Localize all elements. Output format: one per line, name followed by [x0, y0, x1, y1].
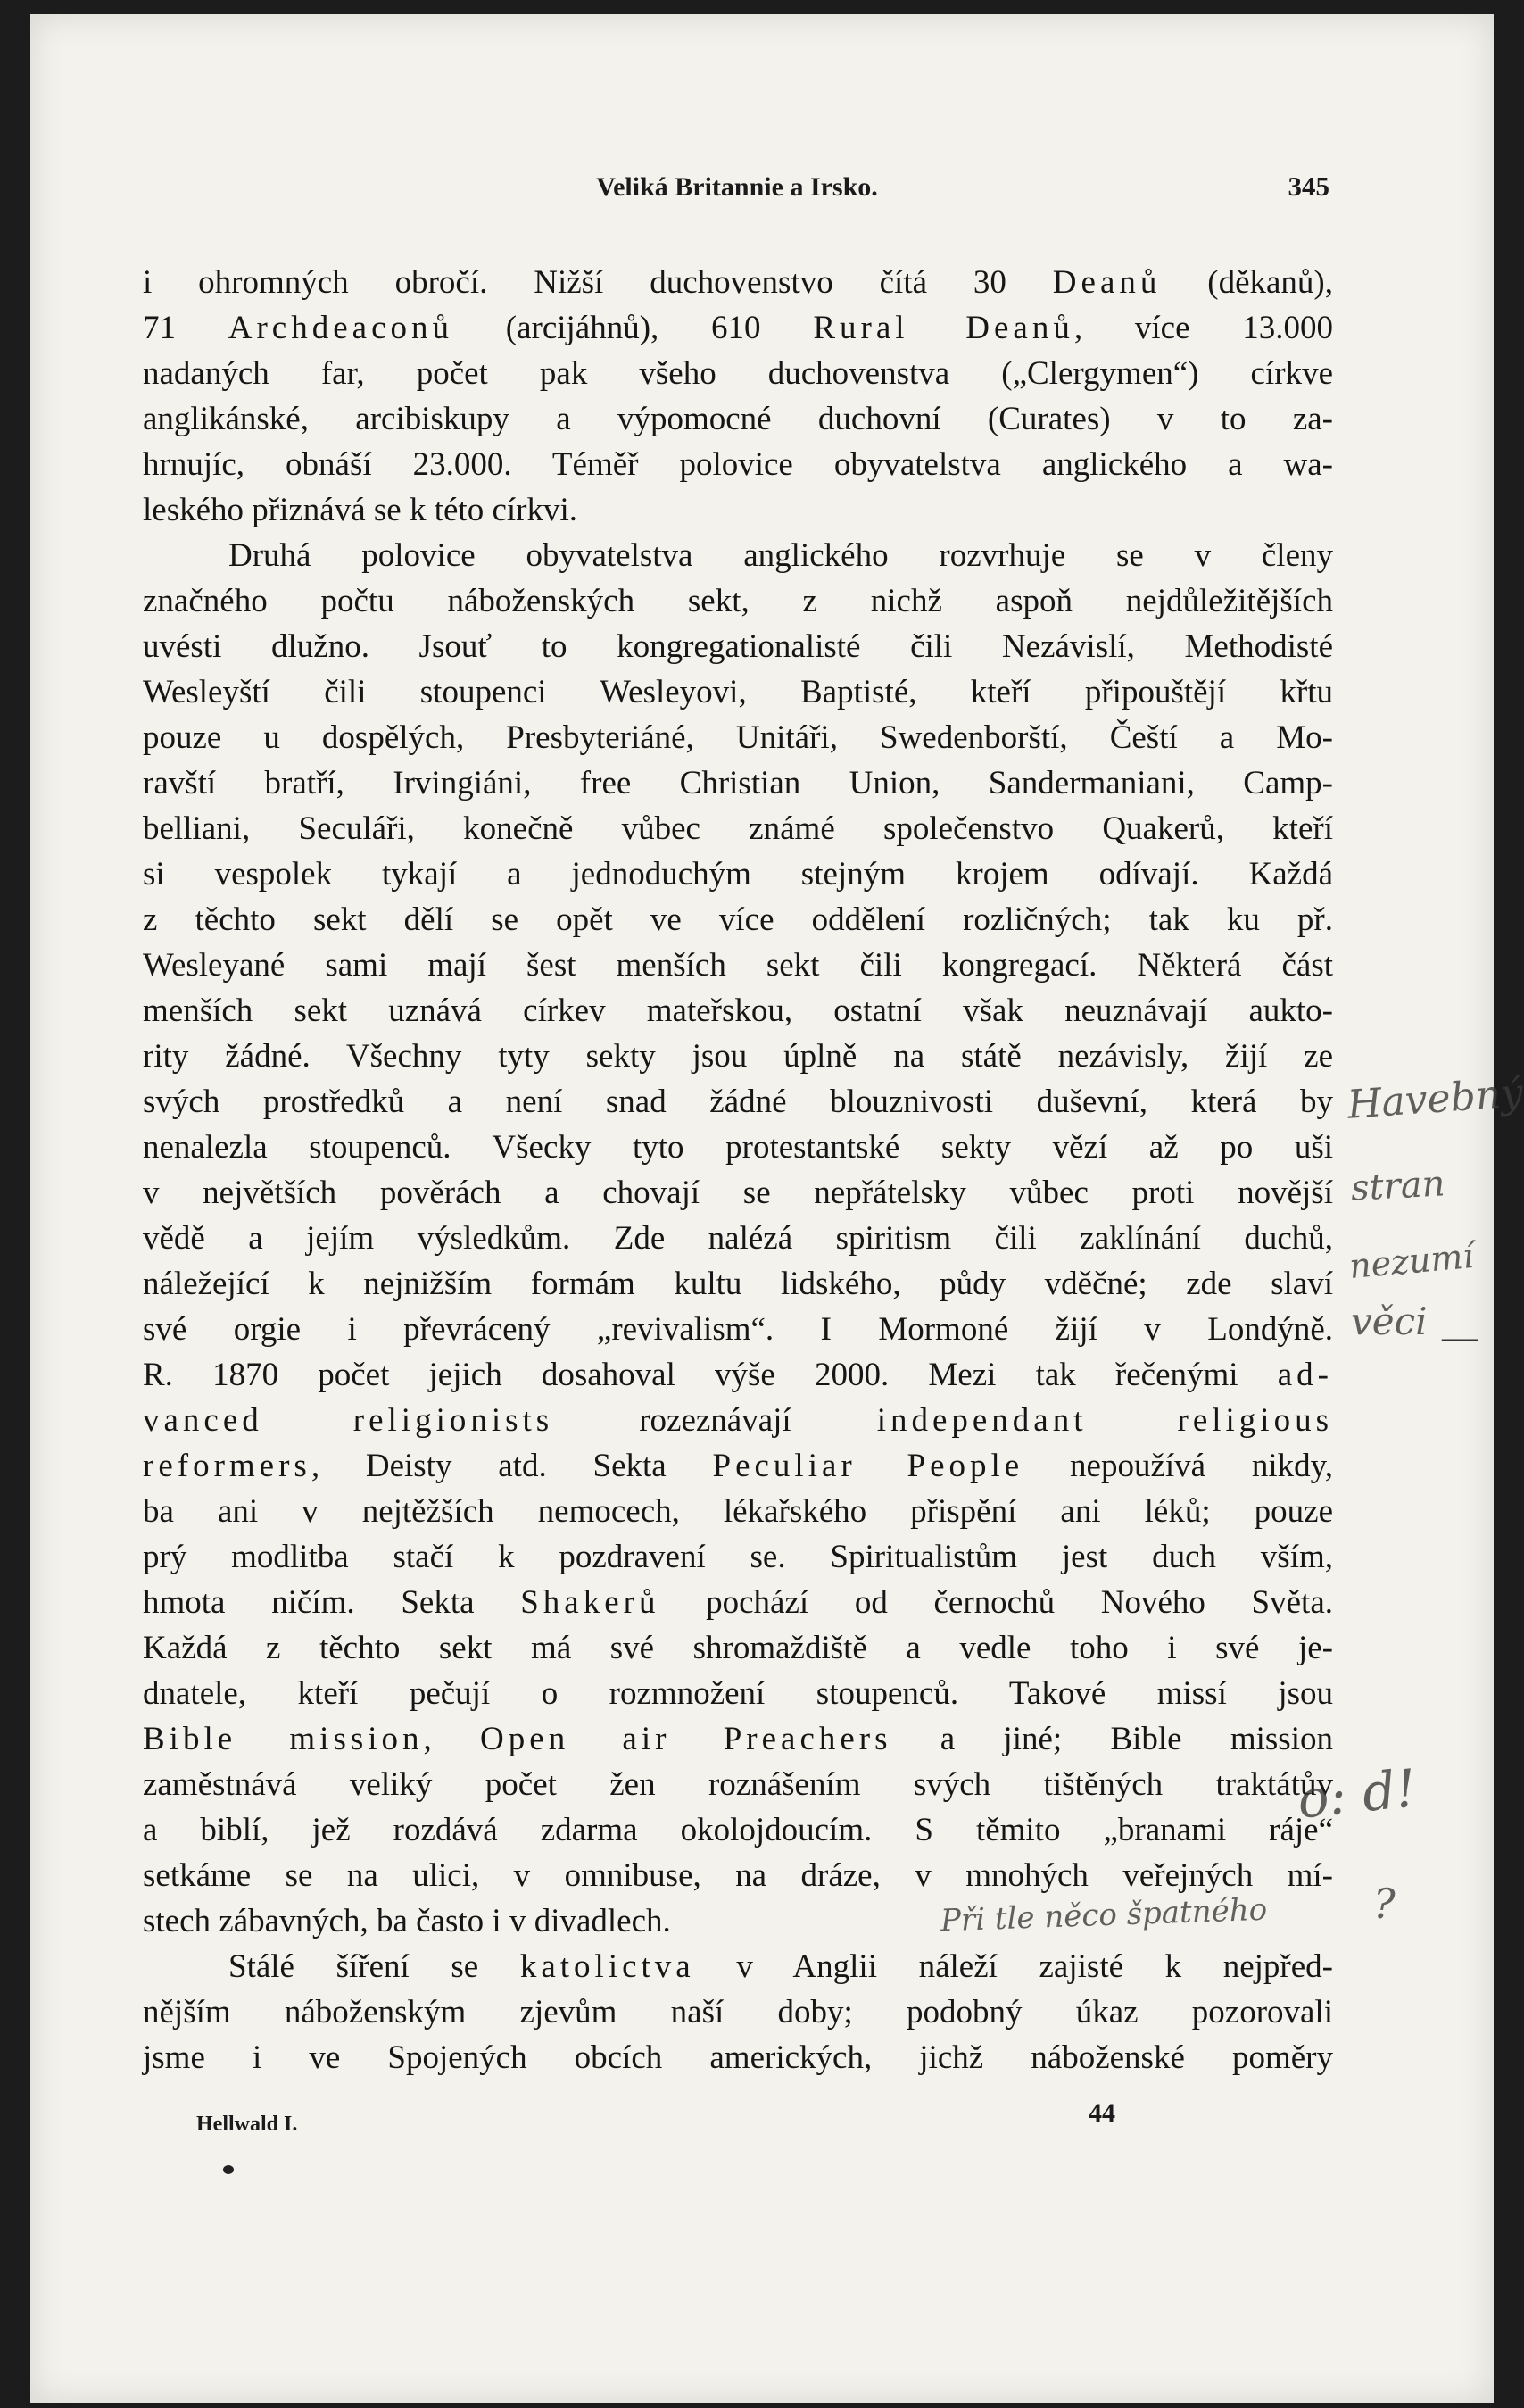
text-line — [143, 442, 1333, 487]
handwritten-note: Havebný — [1346, 1070, 1524, 1128]
text-run: Stálé šíření se — [228, 1948, 520, 1985]
text-line — [143, 487, 1333, 533]
text-line — [143, 1716, 1333, 1762]
running-title: Veliká Britannie a Irsko. — [596, 172, 878, 202]
text-run: zaměstnává veliký počet žen roznášením svých tištěných traktátův — [143, 1766, 1333, 1803]
spaced-emphasis: Deanů — [1052, 264, 1162, 301]
text-run: hrnujíc, obnáší 23.000. Téměř polovice obyvatelstva anglického a wa- — [143, 446, 1333, 483]
text-line — [143, 669, 1333, 715]
text-run: stech zábavných, ba často i v divadlech. — [143, 1903, 671, 1939]
handwritten-note: věci — [1351, 1299, 1428, 1343]
text-line — [143, 1944, 1333, 1989]
text-run: pochází od černochů Nového Světa. — [659, 1584, 1334, 1621]
spaced-emphasis: Archdeaconů — [228, 310, 453, 346]
text-run: své orgie i převrácený „revivalism“. I Mormoné žijí v Londýně. — [143, 1311, 1333, 1348]
running-header — [145, 162, 1329, 215]
text-run: , více 13.000 — [1073, 310, 1334, 346]
page-footer — [196, 2098, 1178, 2143]
spaced-emphasis: Open air Preachers — [480, 1721, 892, 1757]
text-run: a jiné; Bible mission — [891, 1721, 1333, 1757]
spaced-emphasis: Rural Deanů — [813, 310, 1074, 346]
text-run: setkáme se na ulici, v omnibuse, na dráze, v mnohých veřejných mí- — [143, 1857, 1333, 1894]
text-run: uvésti dlužno. Jsouť to kongregationalisté čili Nezávislí, Methodisté — [143, 628, 1333, 665]
text-line — [143, 305, 1333, 351]
text-line — [143, 260, 1333, 305]
text-run: z těchto sekt dělí se opět ve více oddělení rozličných; tak ku př. — [143, 901, 1333, 938]
spaced-emphasis: Peculiar People — [712, 1448, 1024, 1484]
sheet-number: 44 — [1089, 2098, 1115, 2128]
spaced-emphasis: independant religious — [876, 1402, 1333, 1439]
body-text — [143, 260, 1333, 2080]
text-run: a biblí, jež rozdává zdarma okolojdoucím. S těmito „branami ráje“ — [143, 1812, 1333, 1848]
text-line — [143, 1216, 1333, 1261]
handwritten-note: Při tle něco špatného — [940, 1891, 1268, 1939]
text-line — [143, 1989, 1333, 2035]
handwritten-note: stran — [1349, 1163, 1446, 1209]
text-line — [143, 1853, 1333, 1898]
text-line — [143, 1261, 1333, 1307]
text-line — [143, 988, 1333, 1034]
book-page — [30, 14, 1524, 2403]
text-line — [143, 351, 1333, 396]
text-line — [143, 624, 1333, 669]
text-line — [143, 760, 1333, 806]
text-line — [143, 1762, 1333, 1807]
handwritten-note: ? — [1373, 1880, 1396, 1928]
text-run: nepoužívá nikdy, — [1023, 1448, 1333, 1484]
spaced-emphasis: katolictva — [519, 1948, 695, 1985]
text-line — [143, 1170, 1333, 1216]
text-line — [143, 1125, 1333, 1170]
text-line — [143, 1580, 1333, 1625]
text-line — [143, 1307, 1333, 1352]
handwritten-note: nezumí — [1347, 1235, 1476, 1287]
text-line — [143, 1807, 1333, 1853]
text-run: dnatele, kteří pečují o rozmnožení stoupenců. Takové missí jsou — [143, 1675, 1333, 1712]
text-line — [143, 1034, 1333, 1079]
text-run: R. 1870 počet jejich dosahoval výše 2000. Mezi tak řečenými — [143, 1357, 1278, 1393]
text-line — [143, 715, 1333, 760]
spaced-emphasis: Bible mission — [143, 1721, 424, 1757]
spaced-emphasis: vanced religionists — [143, 1402, 554, 1439]
text-run: náležející k nejnižším formám kultu lidského, půdy vděčné; zde slaví — [143, 1266, 1333, 1302]
text-run: 71 — [143, 310, 228, 346]
spaced-emphasis: reformers — [143, 1448, 311, 1484]
text-line — [143, 1398, 1333, 1443]
text-run: si vespolek tykají a jednoduchým stejným krojem odívají. Každá — [143, 856, 1333, 893]
text-line — [143, 533, 1333, 578]
text-run: belliani, Seculáři, konečně vůbec známé společenstvo Quakerů, kteří — [143, 810, 1333, 847]
text-run: nějším náboženským zjevům naší doby; podobný úkaz pozorovali — [143, 1994, 1333, 2030]
text-run: jsme i ve Spojených obcích amerických, jichž náboženské poměry — [143, 2039, 1333, 2076]
text-line — [143, 1489, 1333, 1534]
text-run: značného počtu náboženských sekt, z nichž aspoň nejdůležitějších — [143, 583, 1333, 619]
text-run: rity žádné. Všechny tyty sekty jsou úplně na státě nezávisly, žijí ze — [143, 1038, 1333, 1075]
text-run: anglikánské, arcibiskupy a výpomocné duchovní (Curates) v to za- — [143, 401, 1333, 437]
text-run: Každá z těchto sekt má své shromaždiště a vedle toho i své je- — [143, 1630, 1333, 1666]
text-line — [143, 1352, 1333, 1398]
text-run: nenalezla stoupenců. Všecky tyto protestantské sekty vězí až po uši — [143, 1129, 1333, 1166]
text-run: menších sekt uznává církev mateřskou, ostatní však neuznávají aukto- — [143, 992, 1333, 1029]
text-line — [143, 578, 1333, 624]
text-line — [143, 1625, 1333, 1671]
text-line — [143, 1534, 1333, 1580]
text-run: nadaných far, počet pak všeho duchovenstva („Clergymen“) církve — [143, 355, 1333, 392]
text-line — [143, 1079, 1333, 1125]
text-run: v největších pověrách a chovají se nepřátelsky vůbec proti novější — [143, 1175, 1333, 1211]
margin-dash-mark: — — [1442, 1316, 1478, 1357]
text-run: prý modlitba stačí k pozdravení se. Spiritualistům jest duch vším, — [143, 1539, 1333, 1575]
text-run: hmota ničím. Sekta — [143, 1584, 521, 1621]
text-run: pouze u dospělých, Presbyteriáné, Unitáři, Swedenborští, Čeští a Mo- — [143, 719, 1333, 756]
handwritten-note: o: d! — [1294, 1757, 1420, 1831]
text-run: (arcijáhnů), 610 — [453, 310, 814, 346]
text-line — [143, 2035, 1333, 2080]
text-line — [143, 396, 1333, 442]
text-run: i ohromných obročí. Nižší duchovenstvo čítá 30 — [143, 264, 1053, 301]
signature-mark: Hellwald I. — [196, 2113, 298, 2136]
text-run: , Deisty atd. Sekta — [311, 1448, 713, 1484]
text-run: Wesleyští čili stoupenci Wesleyovi, Baptisté, kteří připouštějí křtu — [143, 674, 1333, 710]
text-run: Wesleyané sami mají šest menších sekt čili kongregací. Některá část — [143, 947, 1333, 984]
page-number: 345 — [1288, 170, 1329, 202]
text-line — [143, 942, 1333, 988]
spaced-emphasis: ad- — [1277, 1357, 1333, 1393]
text-run: ravští bratří, Irvingiáni, free Christian Union, Sandermaniani, Camp- — [143, 765, 1333, 801]
text-run: , — [423, 1721, 481, 1757]
text-run: Druhá polovice obyvatelstva anglického rozvrhuje se v členy — [228, 537, 1333, 574]
text-line — [143, 1671, 1333, 1716]
text-run: rozeznávají — [553, 1402, 877, 1439]
text-run: ba ani v nejtěžších nemocech, lékařského přispění ani léků; pouze — [143, 1493, 1333, 1530]
text-run: vědě a jejím výsledkům. Zde nalézá spiritism čili zaklínání duchů, — [143, 1220, 1333, 1257]
text-run: leského přiznává se k této církvi. — [143, 492, 577, 528]
text-run: (děkanů), — [1161, 264, 1333, 301]
text-line — [143, 806, 1333, 851]
text-line — [143, 1443, 1333, 1489]
text-run: svých prostředků a není snad žádné blouznivosti duševní, která by — [143, 1084, 1333, 1120]
spaced-emphasis: Shakerů — [520, 1584, 660, 1621]
text-run: v Anglii náleží zajisté k nejpřed- — [694, 1948, 1333, 1985]
ink-speck — [223, 2165, 234, 2174]
text-line — [143, 851, 1333, 897]
text-line — [143, 897, 1333, 942]
